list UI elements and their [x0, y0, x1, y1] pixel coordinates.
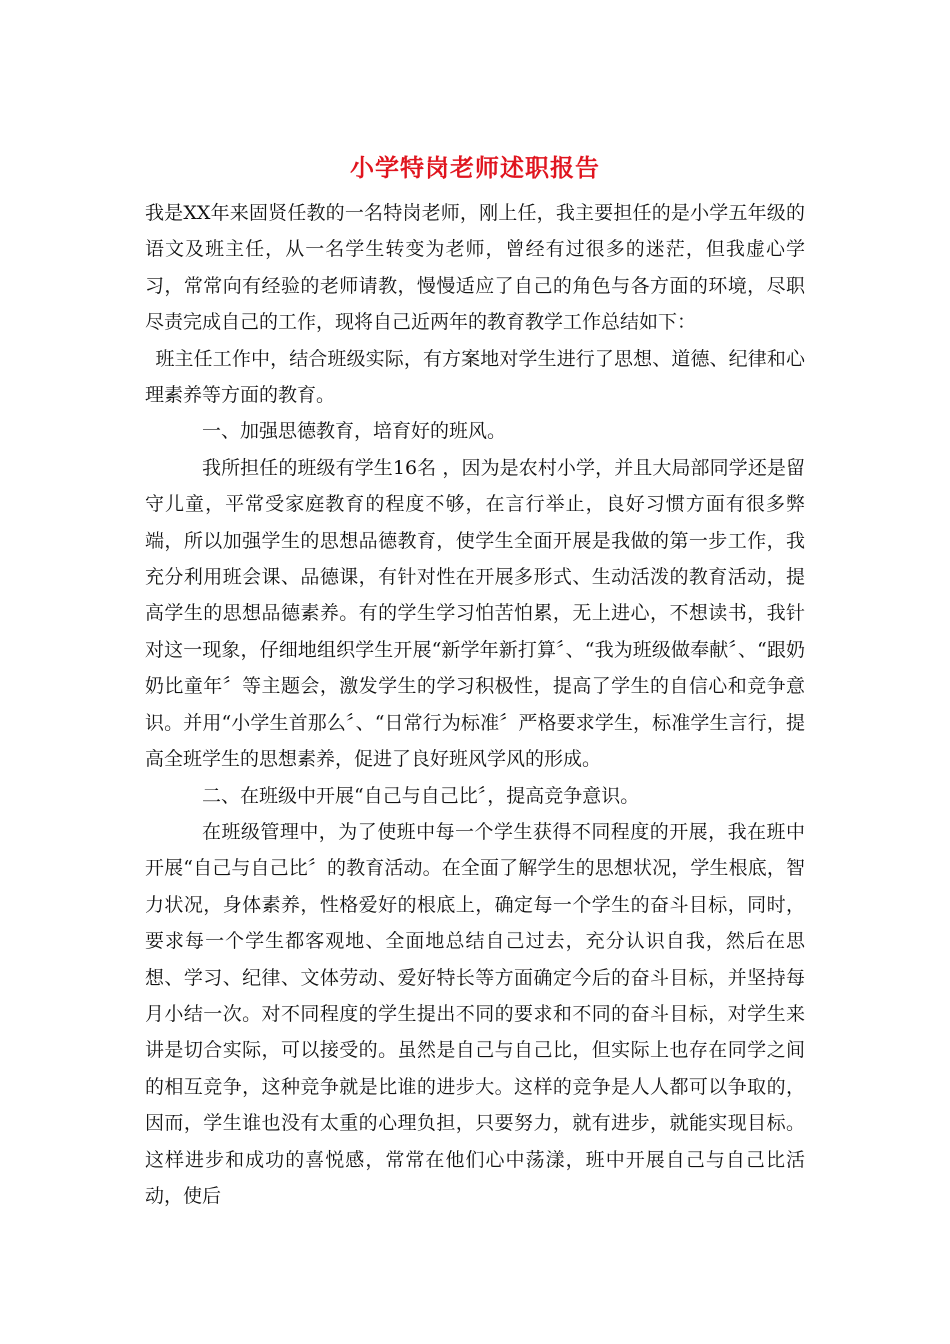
document-title: 小学特岗老师述职报告 — [350, 153, 600, 182]
section-heading-2: 二、在班级中开展“自己与自己比〞，提高竞争意识。 — [202, 784, 640, 807]
class-teacher-paragraph: 班主任工作中，结合班级实际，有方案地对学生进行了思想、道德、纪律和心理素养等方面的教育。 — [145, 347, 805, 407]
section-2-paragraph: 在班级管理中，为了使班中每一个学生获得不同程度的开展，我在班中开展“自己与自己比〞的教育活动。在全面了解学生的思想状况，学生根底，智力状况，身体素养，性格爱好的根底上，确定每一个学生的奋斗目标，同时，要求每一个学生都客观地、全面地总结自己过去，充分认识自我，然后在思想、学习、纪律、文体劳动、爱好特长等方面确定今后的奋斗目标，并坚持每月小结一次。对不同程度的学生提出不同的要求和不同的奋斗目标，对学生来讲是切合实际，可以接受的。虽然是自己与自己比，但实际上也存在同学之间的相互竞争，这种竞争就是比谁的进步大。这样的竞争是人人都可以争取的，因而，学生谁也没有太重的心理负担，只要努力，就有进步，就能实现目标。这样进步和成功的喜悦感，常常在他们心中荡漾，班中开展自己与自己比活动，使后 — [145, 820, 805, 1207]
section-heading-1: 一、加强思德教育，培育好的班风。 — [202, 420, 507, 443]
section-1-paragraph: 我所担任的班级有学生16名 ，因为是农村小学，并且大局部同学还是留守儿童，平常受家庭教育的程度不够，在言行举止，良好习惯方面有很多弊端，所以加强学生的思想品德教育，使学生全面开展是我做的第一步工作，我充分利用班会课、品德课，有针对性在开展多形式、生动活泼的教育活动，提高学生的思想品德素养。有的学生学习怕苦怕累，无上进心，不想读书，我针对这一现象，仔细地组织学生开展“新学年新打算〞、“我为班级做奉献〞、“跟奶奶比童年〞等主题会，激发学生的学习积极性，提高了学生的自信心和竞争意识。并用“小学生首那么〞、“日常行为标准〞严格要求学生，标准学生言行，提高全班学生的思想素养，促进了良好班风学风的形成。 — [145, 456, 805, 771]
document-body — [145, 195, 805, 1214]
intro-paragraph: 我是XX年来固贤任教的一名特岗老师，刚上任，我主要担任的是小学五年级的语文及班主任，从一名学生转变为老师，曾经有过很多的迷茫，但我虚心学习，常常向有经验的老师请教，慢慢适应了自己的角色与各方面的环境，尽职尽责完成自己的工作，现将自己近两年的教育教学工作总结如下： — [145, 202, 805, 334]
